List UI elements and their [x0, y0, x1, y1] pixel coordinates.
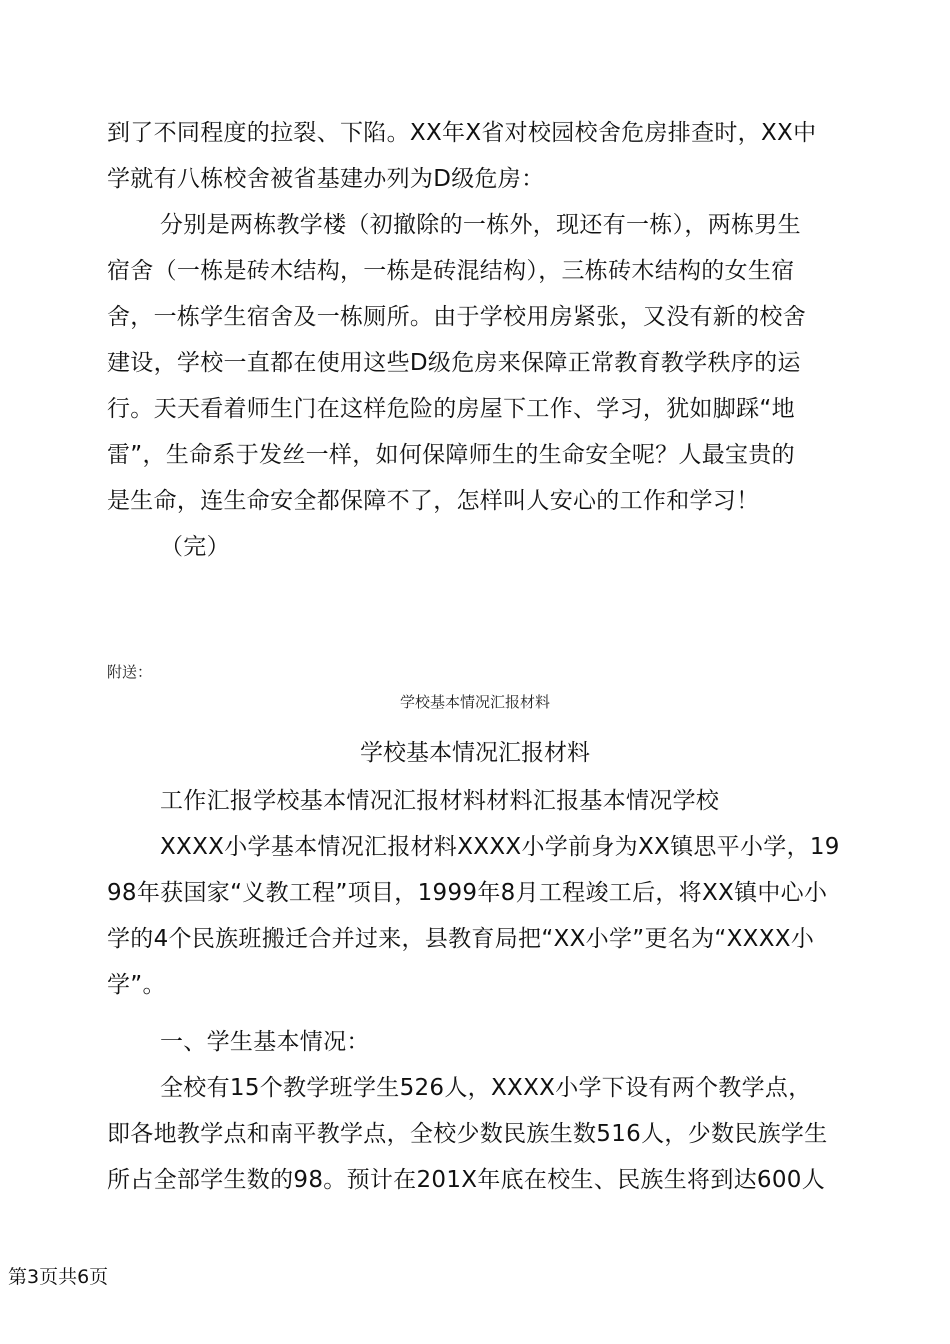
end-mark: （完）: [160, 534, 230, 560]
paragraph-line: 学的4个民族班搬迁合并过来，县教育局把“XX小学”更名为“XXXX小: [107, 926, 815, 952]
paragraph-line: 学就有八栋校舍被省基建办列为D级危房：: [107, 166, 545, 192]
paragraph-line: 全校有15个教学班学生526人，XXXX小学下设有两个教学点，: [160, 1075, 812, 1101]
paragraph-line: 雷”，生命系于发丝一样，如何保障师生的生命安全呢？人最宝贵的: [107, 442, 795, 468]
paragraph-line: 宿舍（一栋是砖木结构，一栋是砖混结构），三栋砖木结构的女生宿: [107, 258, 795, 284]
paragraph-line: XXXX小学基本情况汇报材料XXXX小学前身为XX镇思平小学，19: [160, 834, 840, 860]
paragraph-line: 是生命，连生命安全都保障不了，怎样叫人安心的工作和学习！: [107, 488, 760, 514]
paragraph-line: 工作汇报学校基本情况汇报材料材料汇报基本情况学校: [160, 788, 720, 814]
section-heading: 一、学生基本情况：: [160, 1029, 370, 1055]
appendix-label: 附送：: [107, 663, 153, 681]
paragraph-line: 舍，一栋学生宿舍及一栋厕所。由于学校用房紧张，又没有新的校舍: [107, 304, 806, 330]
page-footer: 第3页共6页: [8, 1266, 109, 1288]
document-title: 学校基本情况汇报材料: [360, 740, 590, 766]
paragraph-line: 所占全部学生数的98。预计在201X年底在校生、民族生将到达600人: [107, 1167, 826, 1193]
paragraph-line: 分别是两栋教学楼（初撤除的一栋外，现还有一栋），两栋男生: [160, 212, 801, 238]
paragraph-line: 学”。: [107, 972, 166, 998]
paragraph-line: 到了不同程度的拉裂、下陷。XX年X省对校园校舍危房排查时，XX中: [107, 120, 817, 146]
paragraph-line: 行。天天看着师生门在这样危险的房屋下工作、学习，犹如脚踩“地: [107, 396, 795, 422]
paragraph-line: 建设，学校一直都在使用这些D级危房来保障正常教育教学秩序的运: [107, 350, 801, 376]
paragraph-line: 即各地教学点和南平教学点，全校少数民族生数516人，少数民族学生: [107, 1121, 828, 1147]
paragraph-line: 98年获国家“义教工程”项目，1999年8月工程竣工后，将XX镇中心小: [107, 880, 828, 906]
appendix-small-title: 学校基本情况汇报材料: [399, 693, 550, 711]
